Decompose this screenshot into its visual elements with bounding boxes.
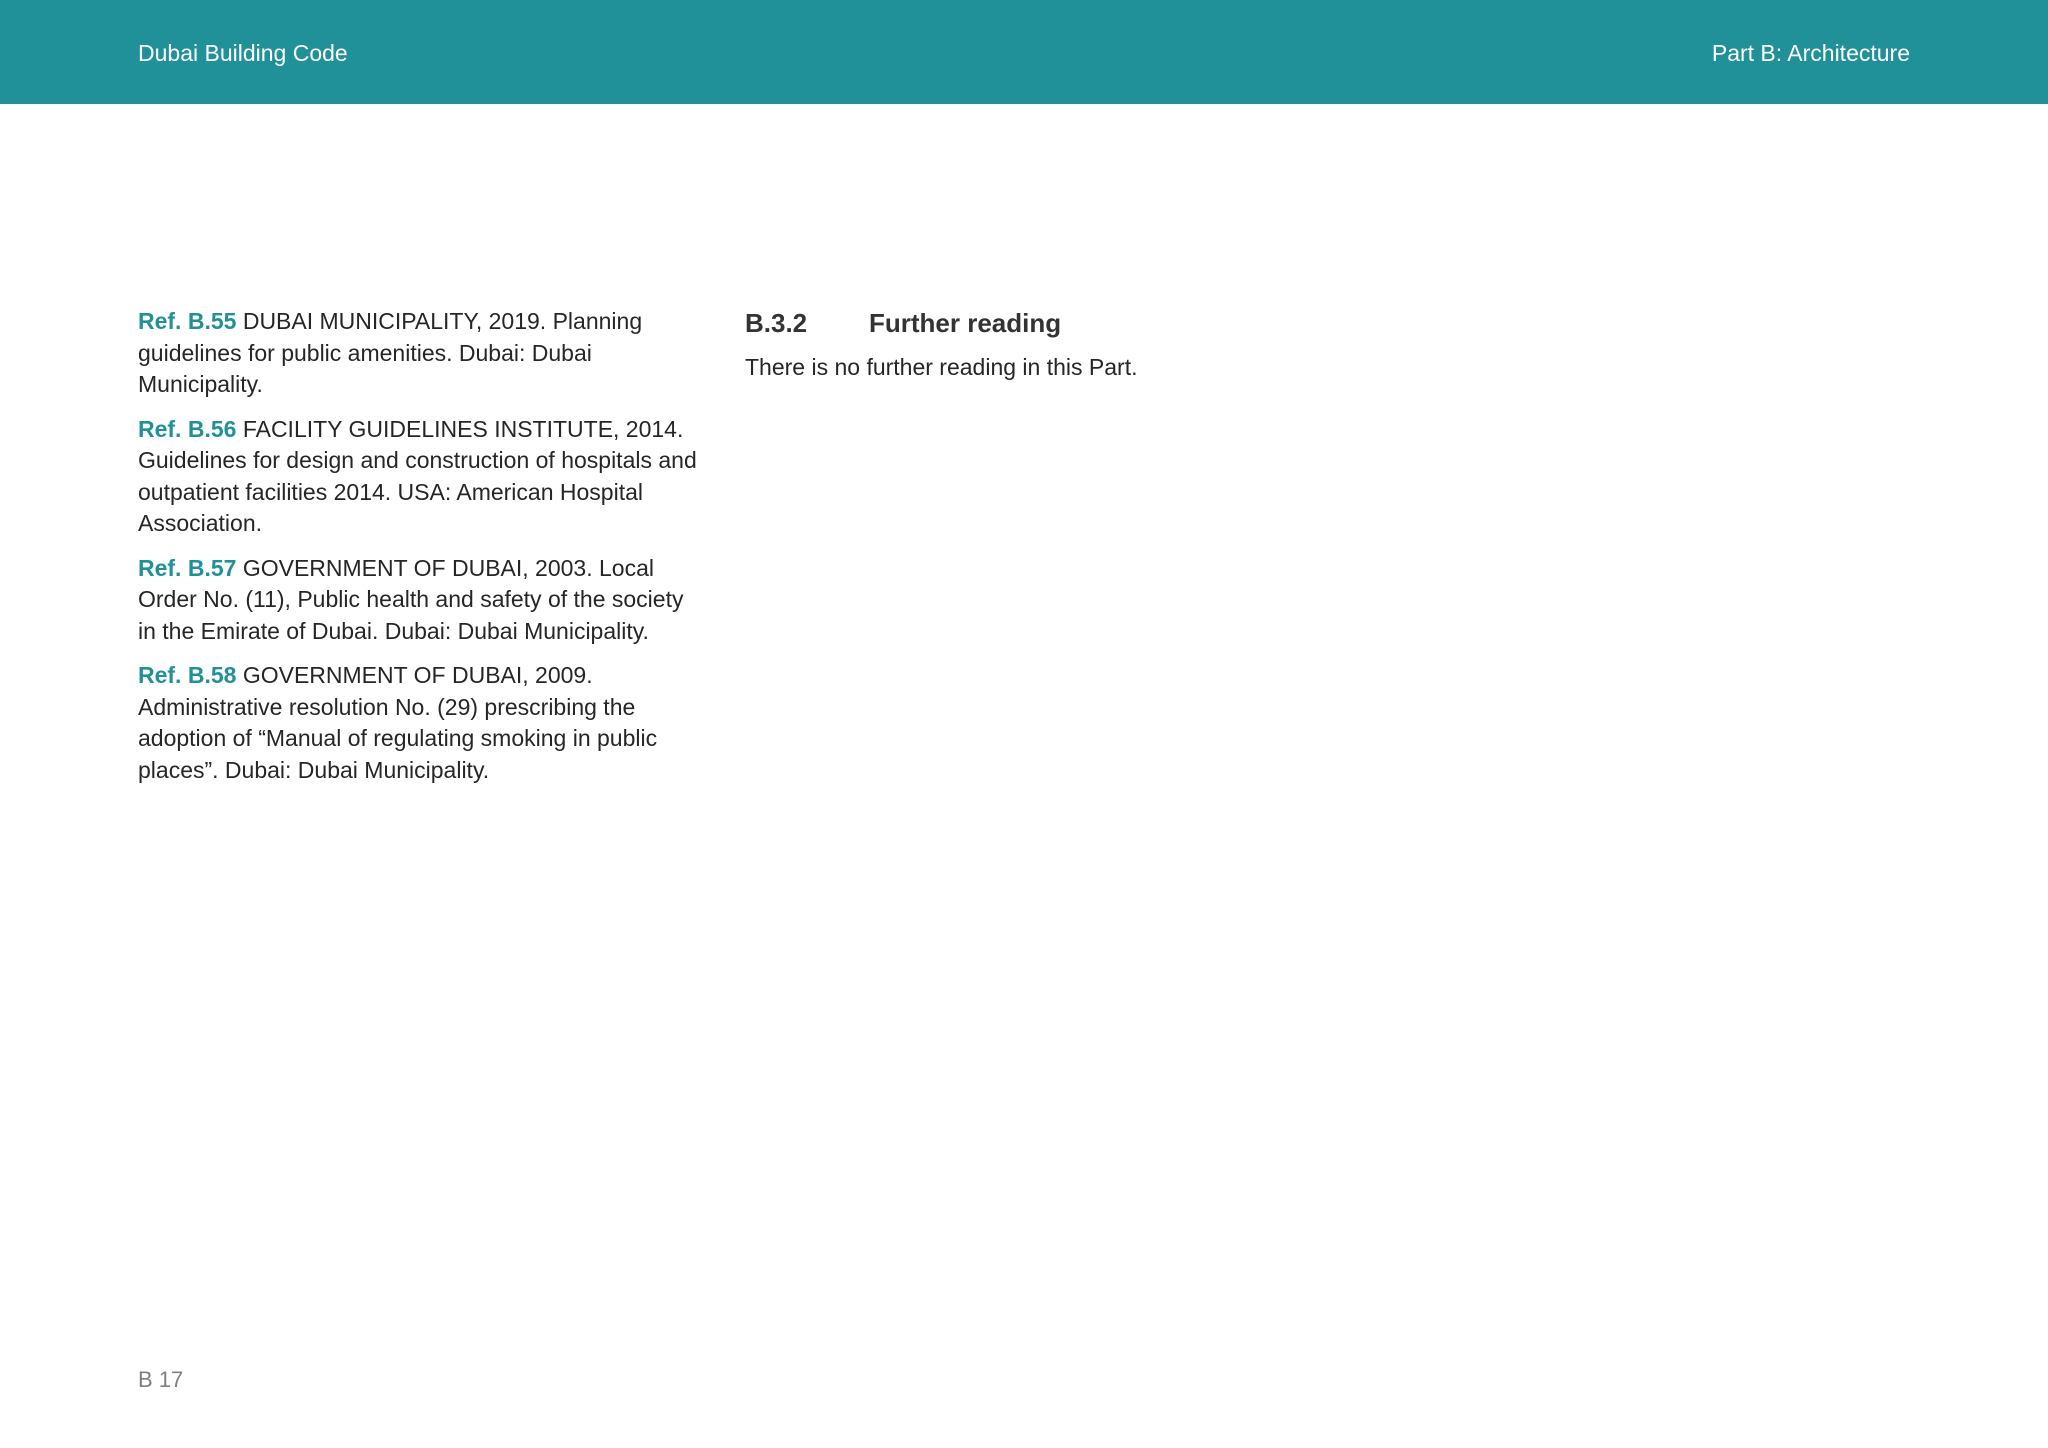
reference-item — [138, 414, 698, 540]
document-title: Dubai Building Code — [138, 40, 348, 66]
further-reading-section — [745, 306, 1305, 383]
reference-text: DUBAI MUNICIPALITY, 2019. Planning guidelines for public amenities. Dubai: Dubai Municipality. — [138, 308, 643, 397]
reference-id: Ref. B.57 — [138, 554, 237, 581]
part-title: Part B: Architecture — [1711, 40, 1910, 66]
reference-item — [138, 306, 698, 401]
page-number: B 17 — [138, 1367, 184, 1392]
reference-id: Ref. B.55 — [138, 308, 237, 334]
reference-item — [138, 553, 698, 648]
reference-id: Ref. B.58 — [138, 662, 237, 688]
section-body: There is no further reading in this Part. — [745, 354, 1138, 380]
reference-item — [138, 660, 698, 786]
reference-text: GOVERNMENT OF DUBAI, 2009. Administrative resolution No. (29) prescribing the adoption of “Manual of regulating smoking in public places”. Dubai: Dubai Municipality. — [138, 662, 658, 783]
section-title: Further reading — [869, 308, 1062, 338]
reference-text: GOVERNMENT OF DUBAI, 2003. Local Order No. (11), Public health and safety of the society in the Emirate of Dubai. Dubai: Dubai Municipality. — [138, 554, 684, 644]
reference-id: Ref. B.56 — [138, 415, 237, 442]
reference-list — [138, 306, 698, 799]
reference-text: FACILITY GUIDELINES INSTITUTE, 2014. Guidelines for design and construction of hospitals and outpatient facilities 2014. USA: American Hospital Association. — [138, 415, 697, 536]
section-heading — [745, 306, 1305, 340]
header-band — [0, 0, 2048, 104]
section-number: B.3.2 — [745, 308, 808, 338]
